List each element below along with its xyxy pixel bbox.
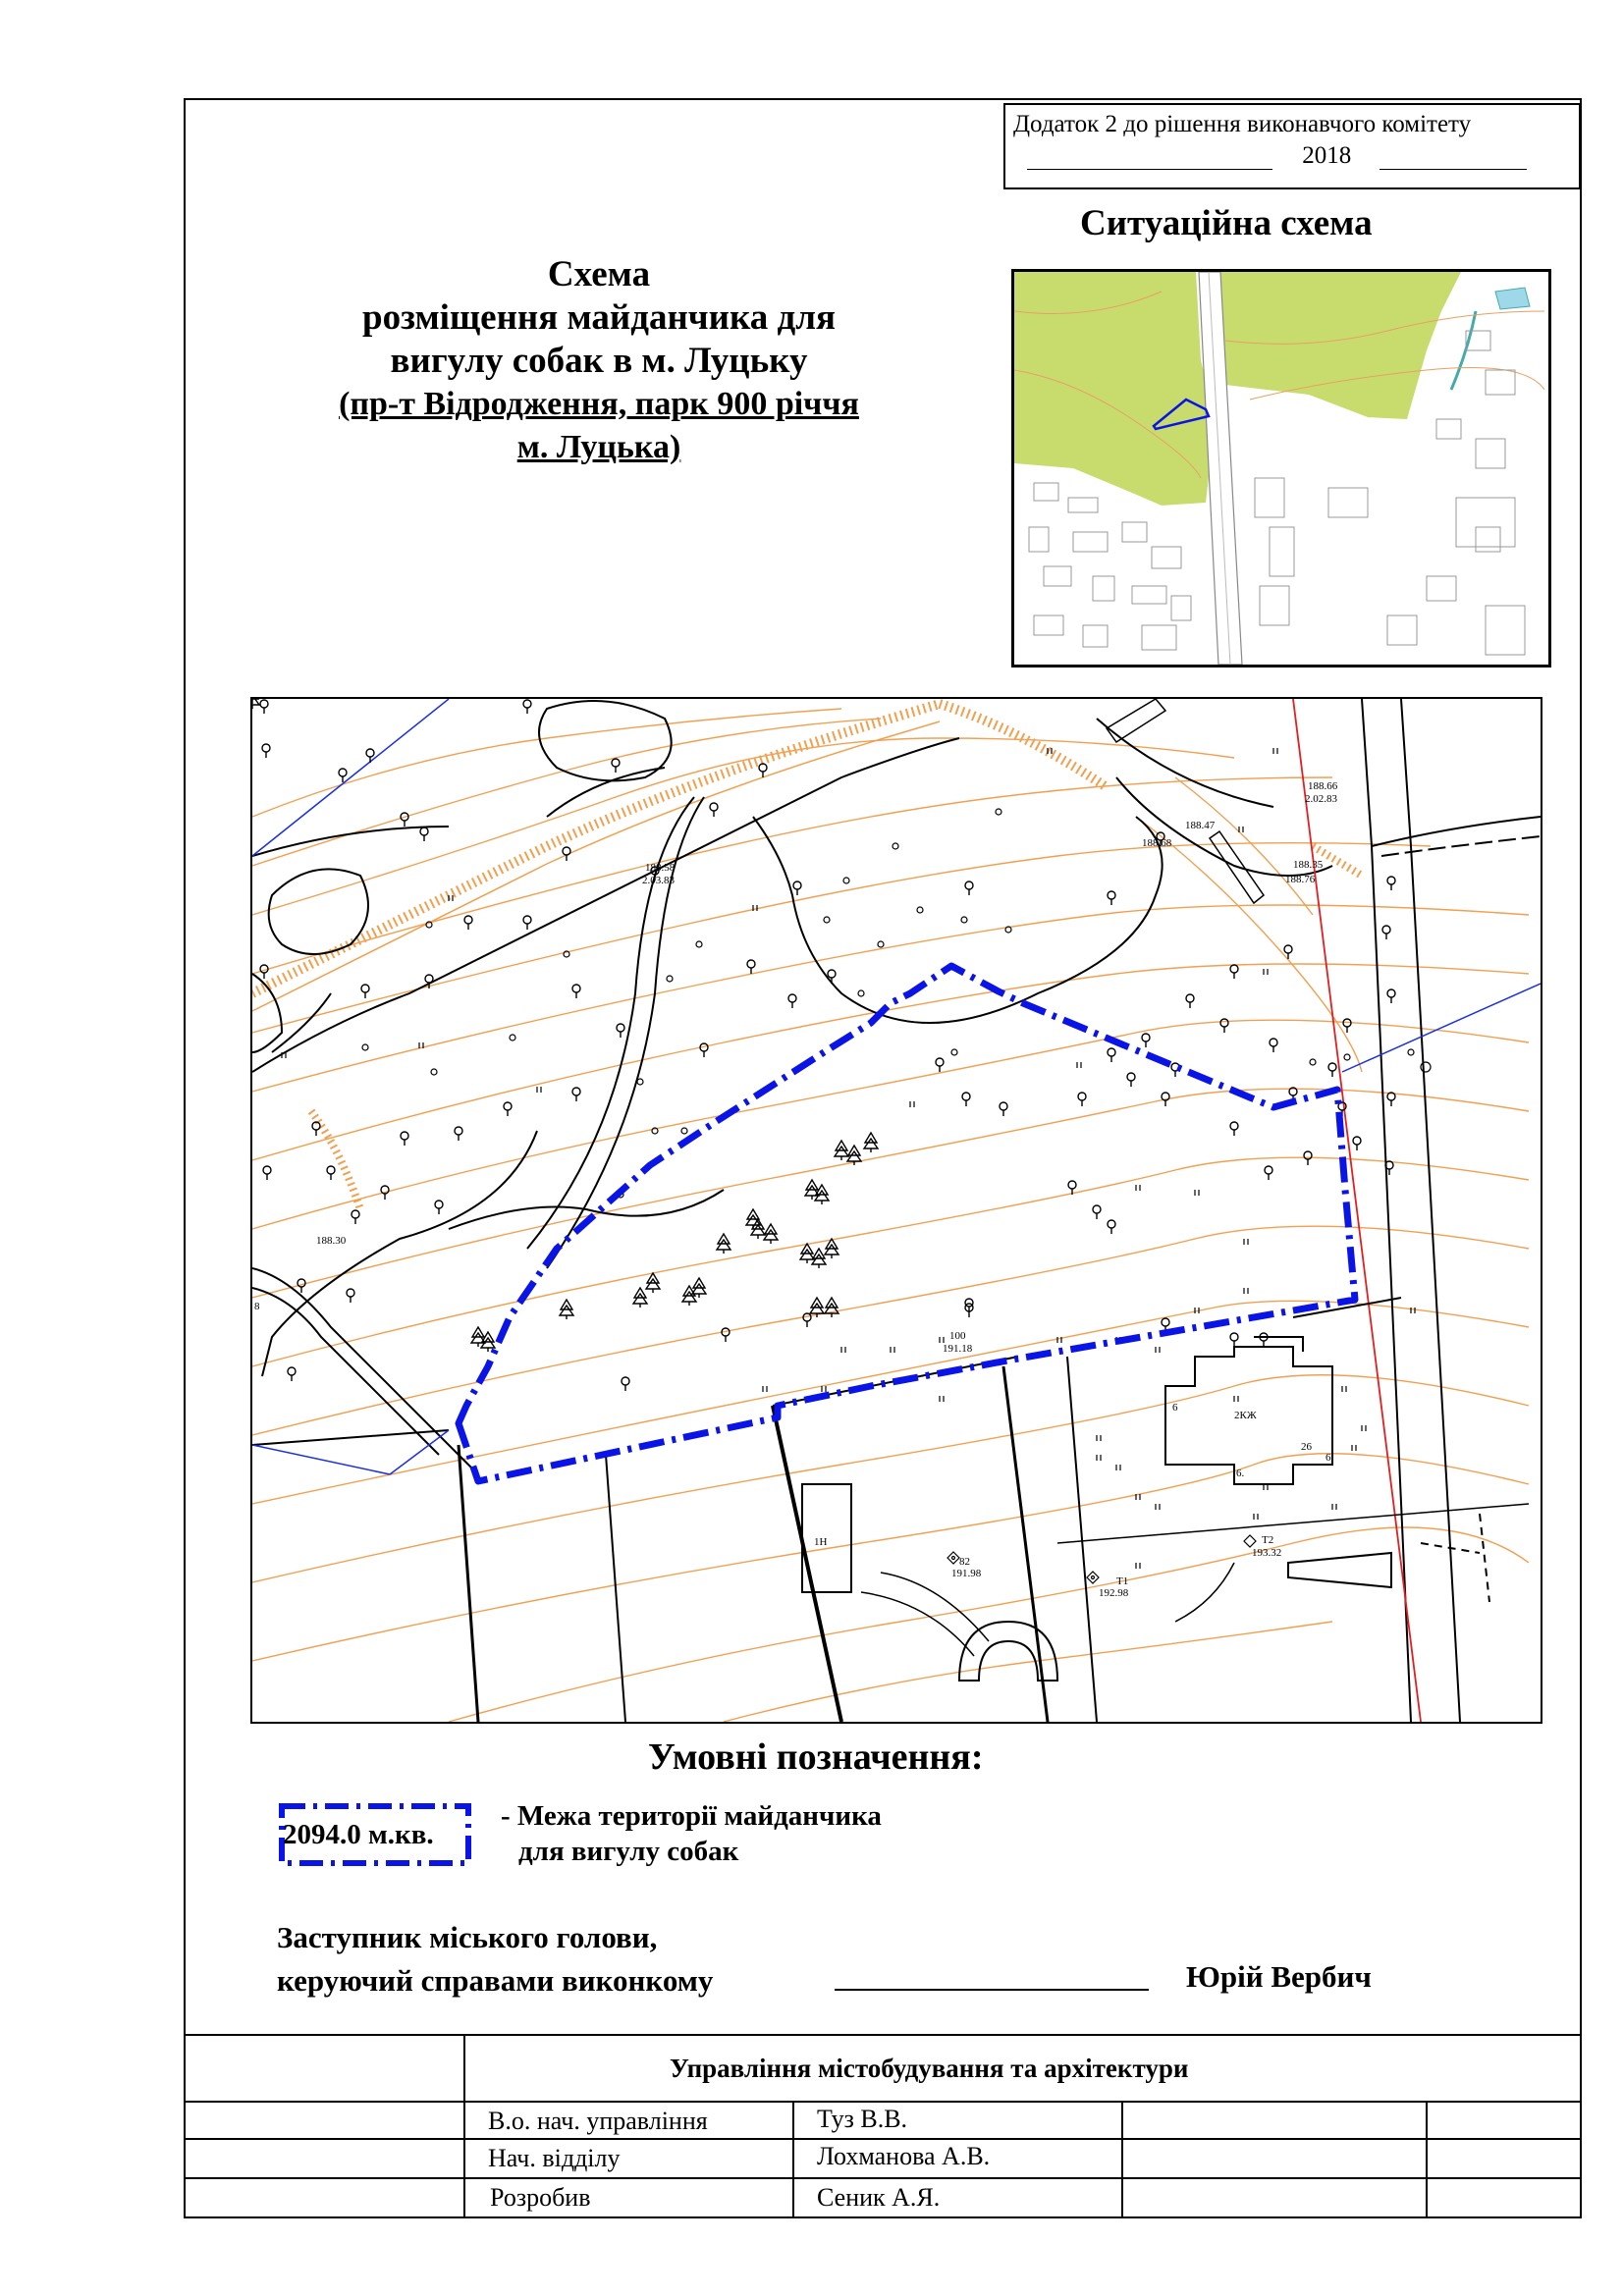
title-block bbox=[184, 2034, 1582, 2218]
stamp-role-3: Розробив bbox=[490, 2183, 591, 2212]
department-name: Управління містобудування та архітектури bbox=[670, 2054, 1189, 2083]
elevation-label: Т1 bbox=[1116, 1575, 1129, 1587]
stairs bbox=[1107, 699, 1264, 903]
elevation-label: 188.30 bbox=[316, 1235, 347, 1247]
decision-date-blank bbox=[1380, 147, 1527, 170]
building-label: 6 bbox=[1172, 1402, 1178, 1414]
buildings bbox=[802, 1337, 1391, 1681]
building-label: 26 bbox=[1301, 1441, 1312, 1453]
stamp-name-1: Туз В.В. bbox=[817, 2105, 908, 2133]
elevation-label: 192.98 bbox=[1099, 1587, 1129, 1599]
contour-lines bbox=[252, 709, 1529, 1722]
elevation-label: 8 bbox=[254, 1301, 260, 1312]
elevation-label: 2.02.83 bbox=[1305, 793, 1337, 805]
legend-desc-line2: для вигулу собак bbox=[518, 1836, 739, 1867]
building-label: 2КЖ bbox=[1234, 1410, 1257, 1421]
signature-blank bbox=[835, 1989, 1149, 1991]
building-label: 1Н bbox=[814, 1536, 828, 1548]
parcel-lines bbox=[252, 699, 1541, 1474]
signatory-position bbox=[277, 1916, 713, 2002]
situation-map-svg bbox=[1014, 272, 1548, 665]
elevation-label: 188.35 bbox=[1293, 859, 1324, 871]
elevation-label: 188.66 bbox=[1308, 780, 1338, 792]
slope-band bbox=[252, 704, 1362, 1209]
legend-title: Умовні позначення: bbox=[648, 1736, 984, 1778]
scheme-title bbox=[295, 253, 903, 469]
scheme-title-line2: розміщення майданчика для bbox=[362, 297, 836, 338]
elevation-label: 188.68 bbox=[1142, 837, 1172, 849]
stamp-role-1: В.о. нач. управління bbox=[488, 2107, 708, 2135]
appendix-block bbox=[1003, 103, 1581, 189]
decision-number-blank bbox=[1027, 147, 1272, 170]
elevation-label: 191.18 bbox=[943, 1343, 973, 1355]
signatory-line2: керуючий справами виконкому bbox=[277, 1963, 714, 1998]
scheme-title-line5: м. Луцька) bbox=[516, 429, 681, 465]
islands bbox=[252, 701, 672, 1052]
building-label: 6 bbox=[1325, 1452, 1331, 1464]
elevation-labels bbox=[254, 780, 1338, 1599]
topographic-map-svg bbox=[252, 699, 1541, 1722]
situation-map bbox=[1011, 269, 1551, 667]
signatory-line1: Заступник міського голови, bbox=[277, 1920, 658, 1954]
situation-title: Ситуаційна схема bbox=[1080, 203, 1373, 243]
building-label: 6. bbox=[1236, 1468, 1245, 1479]
legend-area-value: 2094.0 м.кв. bbox=[283, 1819, 434, 1850]
red-line bbox=[1293, 699, 1421, 1722]
stamp-name-3: Сеник А.Я. bbox=[817, 2183, 941, 2212]
grass-marks bbox=[282, 748, 1415, 1569]
elevation-label: 188.47 bbox=[1185, 820, 1216, 831]
scheme-title-line1: Схема bbox=[547, 254, 651, 294]
legend-desc-line1: - Межа території майданчика bbox=[501, 1800, 882, 1832]
park-area-east bbox=[1220, 272, 1461, 419]
elevation-label: 100 bbox=[949, 1330, 966, 1342]
survey-points bbox=[947, 1535, 1256, 1583]
conifers bbox=[252, 699, 878, 1352]
elevation-label: 193.32 bbox=[1252, 1547, 1282, 1559]
scheme-title-line4: (пр-т Відродження, парк 900 річчя bbox=[339, 386, 859, 422]
legend-description bbox=[501, 1798, 882, 1869]
elevation-label: 82 bbox=[959, 1556, 970, 1568]
scheme-title-line3: вигулу собак в м. Луцьку bbox=[390, 341, 808, 381]
topographic-map bbox=[250, 697, 1542, 1724]
pond bbox=[1495, 288, 1530, 309]
elevation-label: Т2 bbox=[1262, 1534, 1274, 1546]
stamp-role-2: Нач. відділу bbox=[488, 2144, 621, 2172]
dog-park-boundary bbox=[459, 966, 1355, 1481]
stamp-name-2: Лохманова А.В. bbox=[817, 2142, 991, 2170]
elevation-label: 191.98 bbox=[951, 1568, 982, 1579]
elevation-label: 2.03.83 bbox=[642, 875, 675, 886]
appendix-date-line bbox=[1027, 142, 1527, 170]
appendix-text: Додаток 2 до рішення виконавчого комітету bbox=[1013, 111, 1472, 137]
signatory-name: Юрій Вербич bbox=[1186, 1959, 1372, 1994]
appendix-year: 2018 bbox=[1302, 142, 1352, 169]
elevation-label: 188.58 bbox=[645, 862, 676, 874]
elevation-label: 188.76 bbox=[1285, 874, 1316, 885]
